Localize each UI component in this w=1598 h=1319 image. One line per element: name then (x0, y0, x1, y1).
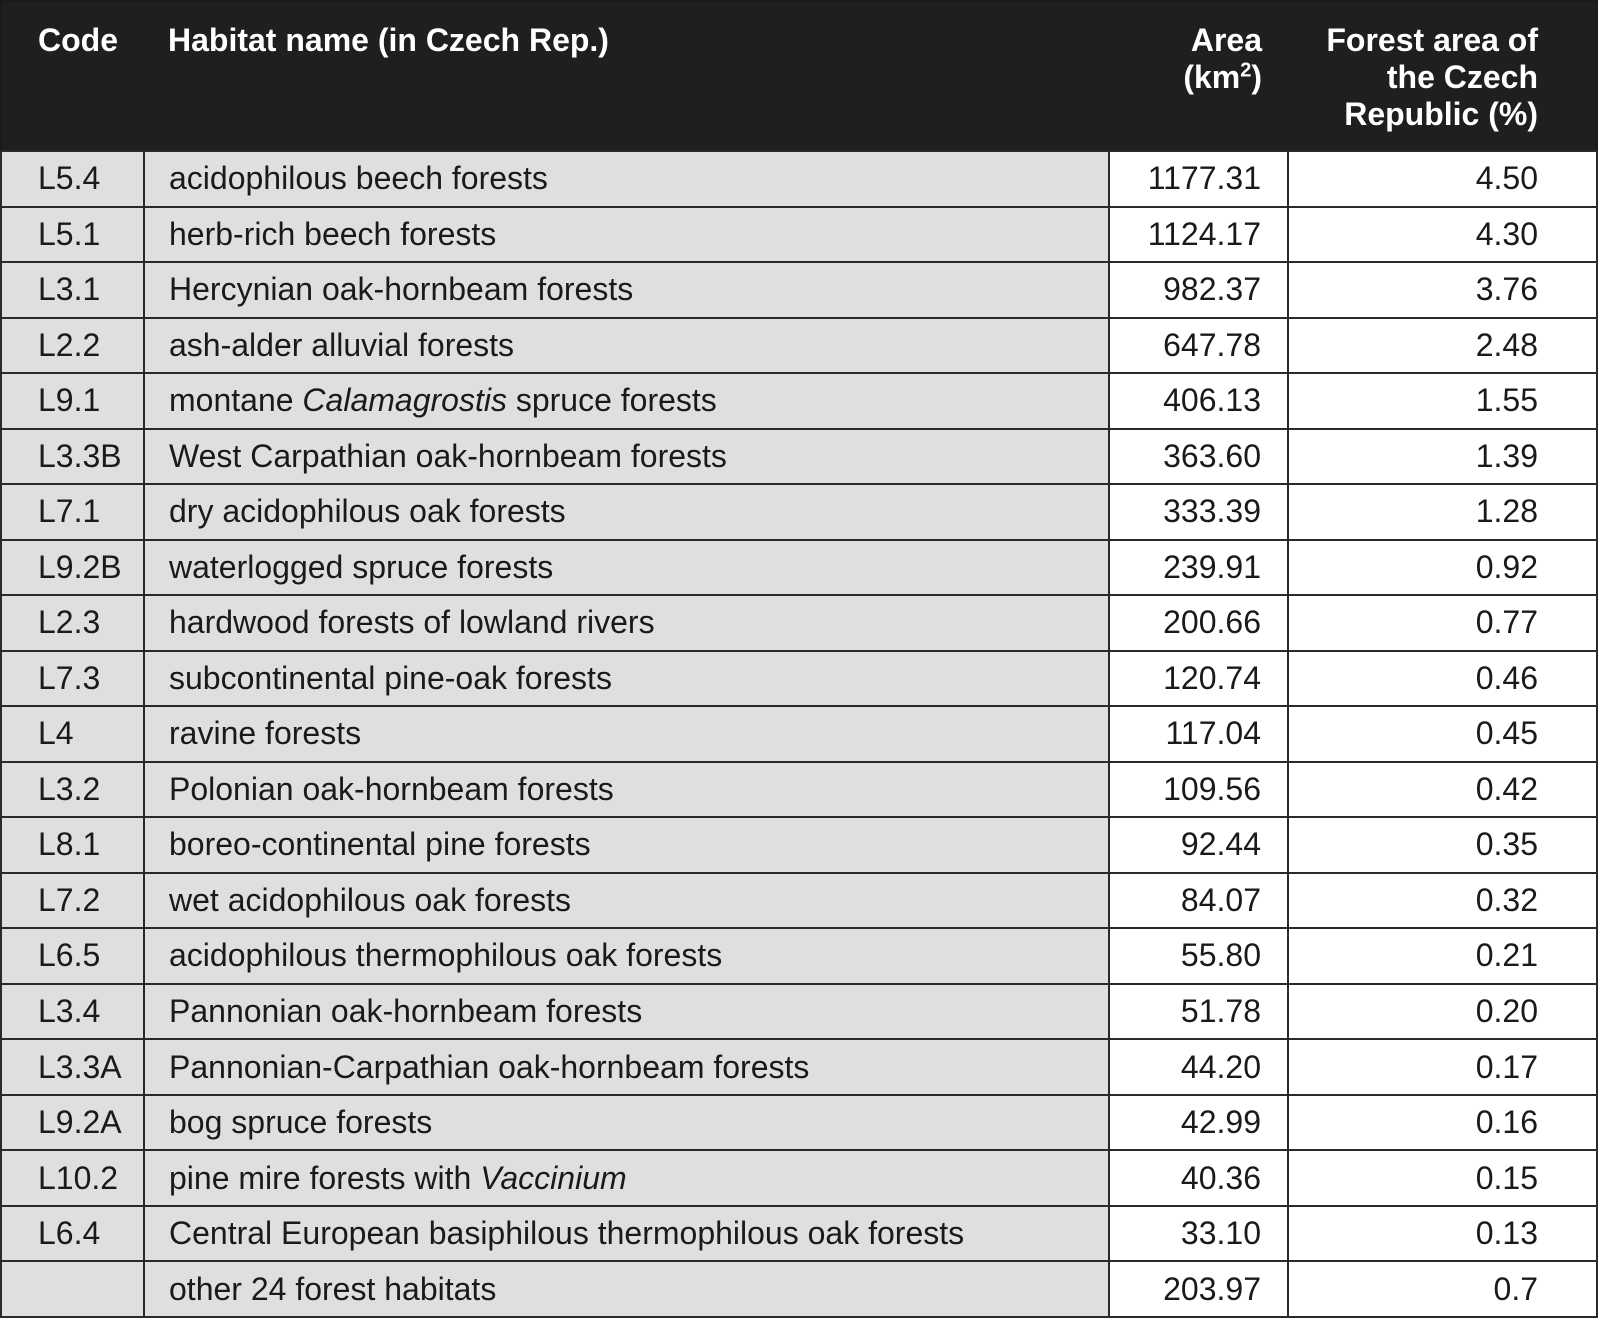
header-forest-percent (1288, 1, 1597, 151)
habitat-name: boreo-continental pine forests (144, 817, 1109, 873)
header-habitat-name: Habitat name (in Czech Rep.) (144, 1, 1109, 151)
habitat-forest-percent: 1.28 (1288, 484, 1597, 540)
habitat-name-genus: Vaccinium (480, 1159, 627, 1196)
habitat-name-text: montane (169, 382, 303, 419)
habitat-area: 33.10 (1109, 1206, 1288, 1262)
habitat-code: L7.1 (1, 484, 144, 540)
habitat-forest-percent: 0.15 (1288, 1150, 1597, 1206)
habitat-name: ash-alder alluvial forests (144, 318, 1109, 374)
habitat-name-genus: Calamagrostis (302, 382, 507, 419)
habitat-name: waterlogged spruce forests (144, 540, 1109, 596)
habitat-area: 40.36 (1109, 1150, 1288, 1206)
table-row (1, 484, 1597, 540)
header-area-line1: Area (1190, 22, 1262, 58)
header-area-superscript: 2 (1240, 59, 1252, 82)
habitat-name (144, 1150, 1109, 1206)
habitat-forest-percent: 4.30 (1288, 207, 1597, 263)
habitat-code: L5.4 (1, 151, 144, 207)
habitat-name: Pannonian oak-hornbeam forests (144, 984, 1109, 1040)
habitat-forest-percent: 0.16 (1288, 1095, 1597, 1151)
habitat-forest-percent: 0.13 (1288, 1206, 1597, 1262)
table-header (1, 1, 1597, 151)
habitat-forest-percent: 1.39 (1288, 429, 1597, 485)
habitat-name (144, 373, 1109, 429)
header-row (1, 1, 1597, 151)
habitat-area: 1177.31 (1109, 151, 1288, 207)
habitat-code: L6.4 (1, 1206, 144, 1262)
habitat-forest-percent: 0.45 (1288, 706, 1597, 762)
habitat-area: 1124.17 (1109, 207, 1288, 263)
habitat-code: L9.2B (1, 540, 144, 596)
table-row (1, 1261, 1597, 1317)
table-row (1, 1039, 1597, 1095)
habitat-code: L6.5 (1, 928, 144, 984)
habitat-forest-percent: 0.42 (1288, 762, 1597, 818)
habitat-area: 55.80 (1109, 928, 1288, 984)
habitat-code: L9.1 (1, 373, 144, 429)
habitat-area: 44.20 (1109, 1039, 1288, 1095)
habitat-forest-percent: 0.35 (1288, 817, 1597, 873)
habitat-code: L5.1 (1, 207, 144, 263)
habitat-name: dry acidophilous oak forests (144, 484, 1109, 540)
table-row (1, 373, 1597, 429)
habitat-name: hardwood forests of lowland rivers (144, 595, 1109, 651)
habitat-code: L3.4 (1, 984, 144, 1040)
habitat-code: L8.1 (1, 817, 144, 873)
habitat-name: acidophilous beech forests (144, 151, 1109, 207)
habitat-name: acidophilous thermophilous oak forests (144, 928, 1109, 984)
habitat-area: 239.91 (1109, 540, 1288, 596)
habitat-forest-percent: 0.21 (1288, 928, 1597, 984)
table-body (1, 151, 1597, 1317)
habitat-name: other 24 forest habitats (144, 1261, 1109, 1317)
habitat-name: wet acidophilous oak forests (144, 873, 1109, 929)
habitat-code: L3.3B (1, 429, 144, 485)
header-pct-line1: Forest area of (1326, 22, 1538, 58)
habitat-area: 333.39 (1109, 484, 1288, 540)
table-row (1, 595, 1597, 651)
habitat-name: Hercynian oak-hornbeam forests (144, 262, 1109, 318)
habitat-name: West Carpathian oak-hornbeam forests (144, 429, 1109, 485)
habitat-area: 120.74 (1109, 651, 1288, 707)
table-row (1, 262, 1597, 318)
habitat-code: L4 (1, 706, 144, 762)
habitat-area: 92.44 (1109, 817, 1288, 873)
habitat-area: 203.97 (1109, 1261, 1288, 1317)
habitat-area: 200.66 (1109, 595, 1288, 651)
habitat-forest-percent: 3.76 (1288, 262, 1597, 318)
habitat-code: L9.2A (1, 1095, 144, 1151)
table-row (1, 1095, 1597, 1151)
table-row (1, 706, 1597, 762)
habitat-code: L2.3 (1, 595, 144, 651)
habitat-forest-percent: 0.20 (1288, 984, 1597, 1040)
habitat-area: 363.60 (1109, 429, 1288, 485)
habitat-name-text: pine mire forests with (169, 1159, 481, 1196)
habitat-forest-percent: 1.55 (1288, 373, 1597, 429)
header-pct-line2: the Czech (1386, 59, 1538, 95)
table-row (1, 651, 1597, 707)
habitat-forest-percent: 2.48 (1288, 318, 1597, 374)
habitat-forest-percent: 0.7 (1288, 1261, 1597, 1317)
habitat-code: L3.2 (1, 762, 144, 818)
table-row (1, 873, 1597, 929)
table-row (1, 817, 1597, 873)
table-row (1, 151, 1597, 207)
habitat-name: bog spruce forests (144, 1095, 1109, 1151)
habitat-name: Polonian oak-hornbeam forests (144, 762, 1109, 818)
table-row (1, 207, 1597, 263)
header-area-line2-end: ) (1251, 59, 1262, 95)
habitat-code: L3.1 (1, 262, 144, 318)
habitat-code: L2.2 (1, 318, 144, 374)
header-area-line2: (km (1183, 59, 1241, 95)
habitat-forest-percent: 0.17 (1288, 1039, 1597, 1095)
table-row (1, 928, 1597, 984)
habitat-forest-percent: 0.46 (1288, 651, 1597, 707)
habitat-name: Pannonian-Carpathian oak-hornbeam forests (144, 1039, 1109, 1095)
habitat-code: L3.3A (1, 1039, 144, 1095)
table-row (1, 1206, 1597, 1262)
habitat-name: Central European basiphilous thermophilous oak forests (144, 1206, 1109, 1262)
table-row (1, 429, 1597, 485)
table-row (1, 984, 1597, 1040)
habitat-name-text: spruce forests (506, 382, 717, 419)
habitat-code: L7.3 (1, 651, 144, 707)
habitat-area: 42.99 (1109, 1095, 1288, 1151)
habitat-name: subcontinental pine-oak forests (144, 651, 1109, 707)
header-code: Code (1, 1, 144, 151)
habitat-forest-percent: 0.92 (1288, 540, 1597, 596)
table-row (1, 1150, 1597, 1206)
habitat-name: herb-rich beech forests (144, 207, 1109, 263)
header-area (1109, 1, 1288, 151)
table-row (1, 540, 1597, 596)
habitat-code: L7.2 (1, 873, 144, 929)
habitat-area: 117.04 (1109, 706, 1288, 762)
habitat-area: 982.37 (1109, 262, 1288, 318)
habitat-area: 84.07 (1109, 873, 1288, 929)
habitat-area: 51.78 (1109, 984, 1288, 1040)
habitat-area: 406.13 (1109, 373, 1288, 429)
habitat-area: 647.78 (1109, 318, 1288, 374)
header-pct-line3: Republic (%) (1344, 96, 1538, 132)
table-row (1, 762, 1597, 818)
habitat-forest-percent: 4.50 (1288, 151, 1597, 207)
table-row (1, 318, 1597, 374)
habitat-area: 109.56 (1109, 762, 1288, 818)
habitat-forest-percent: 0.32 (1288, 873, 1597, 929)
habitat-code (1, 1261, 144, 1317)
habitat-code: L10.2 (1, 1150, 144, 1206)
habitat-name: ravine forests (144, 706, 1109, 762)
habitat-forest-percent: 0.77 (1288, 595, 1597, 651)
